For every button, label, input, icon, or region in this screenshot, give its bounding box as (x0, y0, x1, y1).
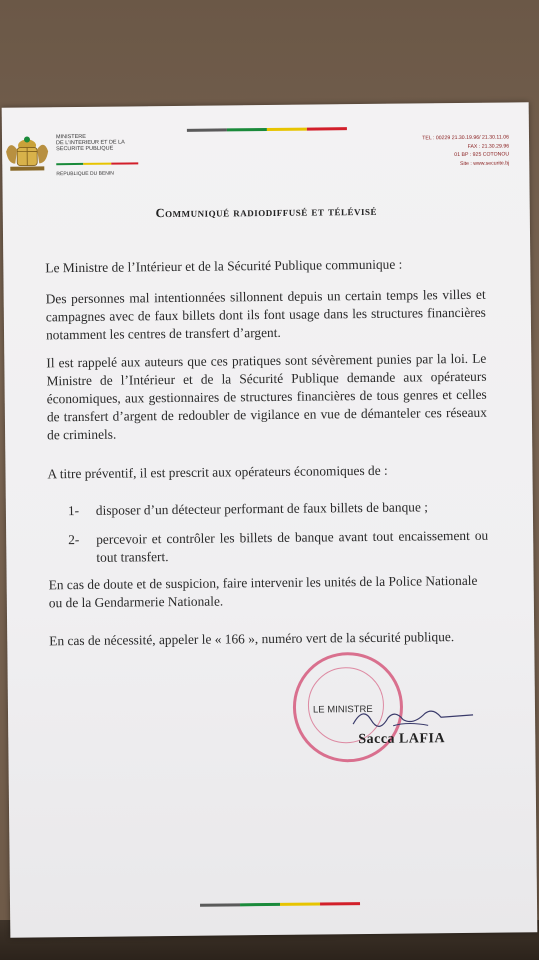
document-title: Communiqué radiodiffusé et télévisé (155, 203, 378, 221)
ministry-heading (56, 133, 146, 152)
paragraph-4: En cas de doute et de suspicion, faire intervenir les unités de la Police Nationale ou de la Gendarmerie Nationale. (48, 572, 478, 611)
contact-block (422, 133, 509, 168)
signatory-title: LE MINISTRE (312, 703, 373, 716)
coat-of-arms-emblem (2, 129, 52, 176)
paragraph-1: Des personnes mal intentionnées sillonnent depuis un certain temps les villes et campagnes avec de faux billets dont ils font usage dans les structures financières notamment les centres de transfert d’argent. (45, 286, 486, 343)
document-sheet (2, 102, 538, 937)
paragraph-2: Il est rappelé aux auteurs que ces pratiques sont sévèrement punies par la loi. Le Ministre de l’Intérieur et de la Sécurité Publique demande aux opérateurs économiques, aux gestionnaires de structures financières de tous genres et celles de transfert d’argent de redoubler de vigilance en vue de démanteler ces réseaux de criminels. (46, 350, 487, 443)
ministry-line-3: SECURITE PUBLIQUE (56, 145, 114, 153)
footer-flag-stripe (200, 902, 360, 907)
contact-bp: 01 BP : 925 COTONOU (454, 151, 510, 159)
document-body (45, 255, 489, 649)
list-item (68, 527, 489, 565)
contact-fax: FAX : 21.30.29.96 (467, 142, 510, 150)
list-item-number: 2- (68, 531, 80, 548)
ministry-line-2: DE L'INTERIEUR ET DE LA (56, 139, 125, 147)
contact-site: Site : www.securite.bj (459, 159, 510, 167)
paragraph-5: En cas de nécessité, appeler le « 166 », numéro vert de la sécurité publique. (49, 629, 455, 649)
republic-label: REPUBLIQUE DU BENIN (56, 170, 114, 178)
intro-line: Le Ministre de l’Intérieur et de la Sécurité Publique communique : (45, 256, 403, 276)
paragraph-3: A titre préventif, il est prescrit aux opérateurs économiques de : (47, 462, 388, 482)
contact-tel: TEL : 00229 21.30.19.96/ 21.30.11.06 (422, 134, 510, 142)
list-item (67, 498, 488, 519)
signatory-name: Sacca LAFIA (358, 731, 446, 748)
ministry-underline-stripe (56, 162, 138, 165)
ministry-line-1: MINISTERE (55, 133, 86, 141)
list-item-text: percevoir et contrôler les billets de banque avant tout encaissement ou tout transfert. (96, 527, 489, 565)
header-flag-stripe (187, 127, 347, 132)
handwritten-signature (333, 695, 483, 737)
list-item-text: disposer d’un détecteur performant de faux billets de banque ; (95, 499, 428, 518)
list-item-number: 1- (67, 502, 80, 519)
